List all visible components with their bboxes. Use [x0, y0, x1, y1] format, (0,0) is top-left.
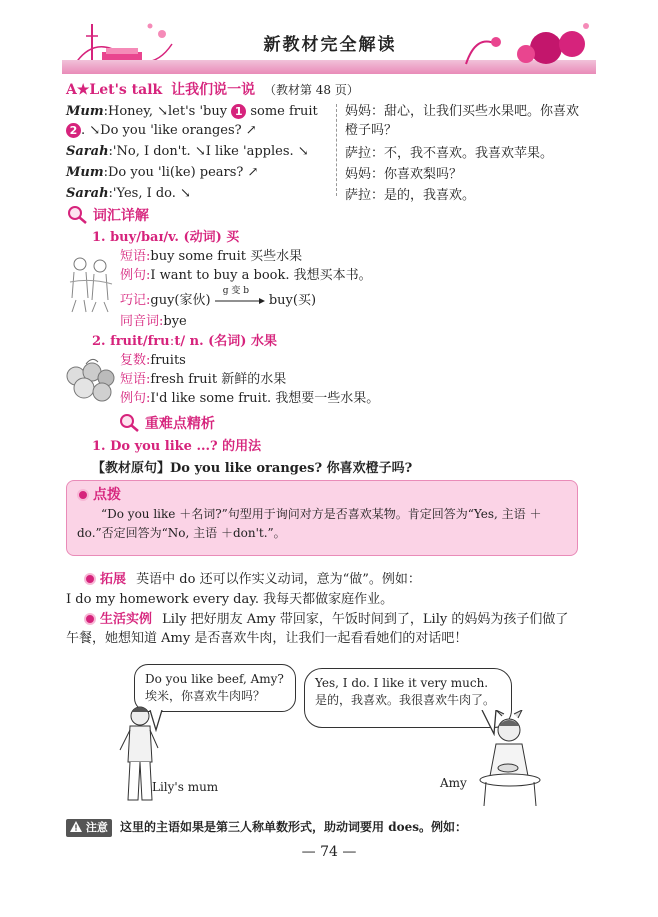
dialogue-line: [66, 184, 330, 203]
magnifier-icon: [66, 204, 88, 224]
key-point-title: 1. Do you like ...? 的用法: [92, 439, 262, 454]
expand-label: 拓展: [100, 572, 127, 587]
life-text: Lily 把好朋友 Amy 带回家，午饭时间到了，Lily 的妈妈为孩子们做了午餐，她想知道 Amy 是否喜欢牛肉，让我们一起看看她们的对话吧！: [66, 612, 569, 646]
dialogue-english: [66, 102, 330, 203]
vocab-line: [120, 266, 562, 285]
dialogue-text: :Honey, ↘let's 'buy: [103, 104, 228, 119]
vocab-line: [120, 370, 562, 389]
marker-2-icon: 2: [66, 123, 81, 138]
bullet-icon: [84, 573, 96, 585]
speaker-name: Mum: [66, 104, 104, 119]
expand-text: 英语中 do 还可以作实义动词，意为“做”。例如：: [136, 572, 421, 587]
header-decoration-right: [426, 14, 596, 76]
vocab-label: 短语:: [120, 372, 151, 387]
section-a-label: A★Let's talk: [66, 82, 163, 98]
bubble-text-en: Do you like beef, Amy?: [145, 672, 284, 686]
vocab-label: 巧记:: [120, 293, 151, 308]
tip-label: 点拨: [93, 487, 121, 503]
source-text: Do you like oranges? 你喜欢橙子吗?: [170, 461, 413, 476]
speaker-name: Mum: [66, 165, 104, 180]
vocab-head: 2. fruit/fruːt/ n. (名词) 水果: [92, 334, 277, 349]
marker-1-icon: 1: [231, 104, 246, 119]
vocab-label: 同音词:: [120, 314, 164, 329]
source-label: 【教材原句】: [92, 461, 171, 476]
bubble-text-en: Yes, I do. I like it very much.: [315, 676, 489, 690]
lilys-mum-label: Lily's mum: [152, 780, 219, 794]
dialogue-translation: 萨拉：不，我不喜欢。我喜欢苹果。: [345, 146, 554, 161]
dialogue-line: [66, 142, 330, 161]
transform-arrow: [215, 286, 265, 304]
vocab-head: 1. buy/baɪ/v. (动词) 买: [92, 230, 240, 245]
life-label: 生活实例: [100, 612, 153, 627]
vocab-label: 例句:: [120, 268, 151, 283]
note-text: 这里的主语如果是第三人称单数形式，助动词要用 does。例如：: [120, 820, 467, 834]
dialogue-text: . ↘Do you 'like oranges? ↗: [81, 123, 257, 138]
dialogue-translation: 妈妈：甜心，让我们买些水果吧。你喜欢橙子吗？: [345, 104, 580, 138]
amy-figure: [472, 710, 552, 810]
page-number: — 74 —: [301, 844, 357, 860]
vocab-text: fruits: [150, 353, 186, 368]
note-line: [66, 818, 467, 837]
warning-icon: [70, 821, 82, 832]
dialogue-translation: 萨拉：是的，我喜欢。: [345, 188, 476, 203]
vocab-item-buy: [92, 228, 562, 331]
bubble-text-cn: 埃米，你喜欢牛肉吗？: [145, 689, 266, 703]
dialogue-chinese: [345, 102, 585, 205]
vocab-line: [120, 286, 562, 310]
section-a-title: [66, 80, 359, 100]
vocab-line: [120, 312, 562, 331]
dialogue-line: [66, 102, 330, 121]
vocab-item-fruit: [92, 332, 562, 408]
vocab-text: guy(家伙): [150, 293, 211, 308]
bullet-icon: [77, 489, 89, 501]
dialogue-divider: [336, 104, 337, 196]
vocab-text: buy some fruit 买些水果: [150, 249, 303, 264]
page-header: [62, 14, 596, 76]
bullet-icon: [84, 613, 96, 625]
header-title: 新教材完全解读: [263, 35, 397, 55]
tip-label-row: [77, 485, 121, 505]
vocab-text: fresh fruit 新鲜的水果: [150, 372, 287, 387]
vocab-line: [120, 389, 562, 408]
key-points-heading-text: 重难点精析: [144, 416, 215, 432]
section-a-ref: （教材第 48 页）: [263, 83, 359, 97]
vocab-text: bye: [163, 314, 187, 329]
vocab-text: buy(买): [268, 293, 317, 308]
amy-label: Amy: [440, 776, 467, 790]
dialogue-text: :'Yes, I do. ↘: [108, 186, 191, 201]
speaker-name: Sarah: [66, 186, 109, 201]
note-label: 注意: [85, 821, 108, 834]
expand-section: [84, 570, 421, 589]
vocab-label: 例句:: [120, 391, 151, 406]
vocab-label: 短语:: [120, 249, 151, 264]
arrow-right-icon: [215, 296, 265, 306]
vocab-line: [120, 351, 562, 370]
dialogue-text: :Do you 'li(ke) pears? ↗: [103, 165, 259, 180]
vocab-heading-text: 词汇详解: [92, 208, 149, 224]
comic-panel: [100, 652, 560, 812]
vocab-heading: [66, 204, 149, 226]
section-a-title-cn: 让我们说一说: [171, 82, 256, 98]
source-sentence: [92, 459, 412, 478]
bubble-text-cn: 是的，我喜欢。我很喜欢牛肉了。: [315, 693, 496, 707]
speaker-name: Sarah: [66, 144, 109, 159]
note-badge: [66, 819, 112, 837]
expand-example: I do my homework every day. 我每天都做家庭作业。: [66, 592, 394, 607]
dialogue-line: [66, 163, 330, 182]
key-points-heading: [118, 412, 215, 434]
vocab-text: I'd like some fruit. 我想要一些水果。: [150, 391, 380, 406]
vocab-text: I want to buy a book. 我想买本书。: [150, 268, 372, 283]
tip-box: [66, 480, 578, 556]
arrow-label: g 变 b: [222, 286, 249, 296]
life-example: [66, 610, 580, 648]
dialogue-text: :'No, I don't. ↘I like 'apples. ↘: [108, 144, 309, 159]
dialogue-text: some fruit: [250, 104, 318, 119]
magnifier-icon: [118, 412, 140, 432]
vocab-label: 复数:: [120, 353, 151, 368]
tip-text: “Do you like ＋名词?”句型用于询问对方是否喜欢某物。肯定回答为“Yes, 主语 ＋do.”否定回答为“No, 主语 ＋don't.”。: [77, 507, 542, 540]
dialogue-line: [66, 121, 330, 140]
vocab-line: [120, 247, 562, 266]
dialogue-translation: 妈妈：你喜欢梨吗？: [345, 167, 463, 182]
